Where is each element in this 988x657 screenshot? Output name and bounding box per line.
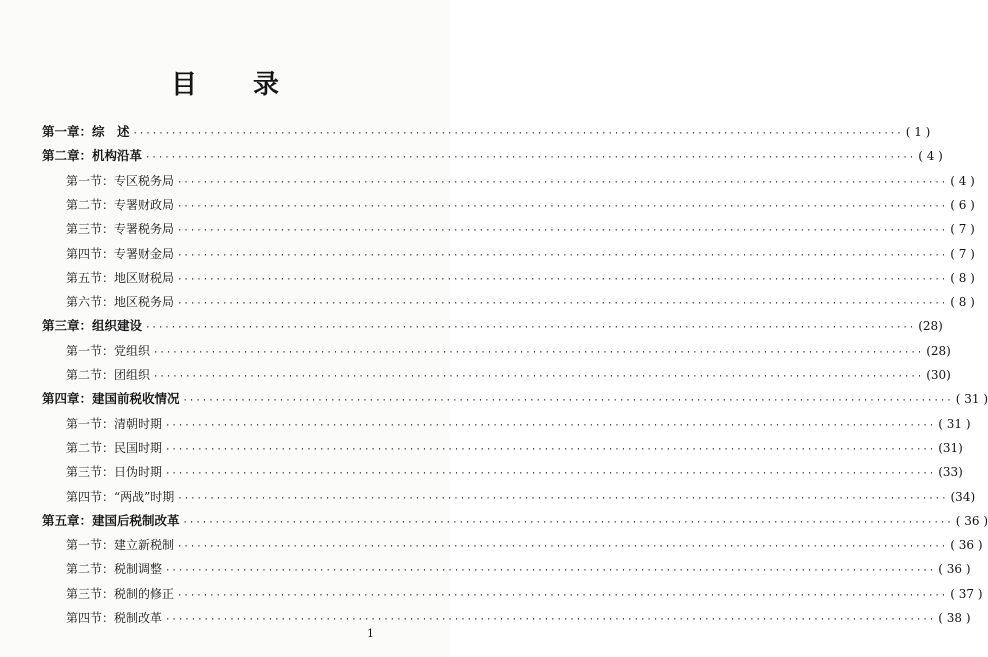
toc-entry-page: ( 1 ) [905,125,931,139]
toc-chapter-entry [42,389,988,409]
toc-section-entry [66,559,971,579]
toc-entry-page: (34) [950,489,976,504]
toc-entry-label: 第三章：组织建设 [42,318,143,334]
toc-entry-label: 第二节：专署财政局 [66,197,175,212]
toc-entry-label: 第四节：“两战”时期 [66,489,175,504]
toc-dot-leader: ························································································································ [177,493,948,504]
page-title-char-2: 录 [253,70,280,100]
toc-section-entry [66,535,983,555]
toc-section-entry [66,195,975,215]
toc-entry-page: ( 8 ) [950,295,975,310]
toc-entry-page: ( 37 ) [950,586,983,601]
toc-dot-leader: ························································································································ [177,250,948,261]
toc-chapter-entry [42,146,943,166]
toc-entry-page: ( 31 ) [938,416,971,431]
toc-entry-label: 第五章：建国后税制改革 [42,512,180,528]
toc-dot-leader: ························································································································ [177,542,948,553]
toc-dot-leader: ························································································································ [177,274,948,285]
toc-dot-leader: ························································································································ [165,420,936,431]
toc-dot-leader: ························································································································ [165,615,936,625]
toc-entry-label: 第二节：团组织 [66,368,151,382]
toc-section-entry [66,487,976,507]
toc-dot-leader: ························································································································ [165,469,936,480]
toc-entry-label: 第一节：建立新税制 [66,538,175,553]
toc-section-entry [66,584,983,604]
toc-section-entry [66,268,975,288]
toc-dot-leader: ························································································································ [182,517,953,528]
toc-dot-leader: ························································································································ [145,153,916,164]
toc-section-entry [66,171,975,191]
toc-dot-leader: ························································································································ [165,566,936,577]
toc-entry-page: ( 31 ) [955,392,988,407]
toc-dot-leader: ························································································································ [177,226,948,237]
toc-entry-page: ( 38 ) [938,611,971,625]
toc-dot-leader: ························································································································ [132,129,903,139]
page-title [0,64,450,104]
toc-entry-page: ( 8 ) [950,270,975,285]
toc-entry-page: ( 7 ) [950,246,975,261]
toc-entry-label: 第二章：机构沿革 [42,148,143,164]
toc-section-entry [66,608,971,628]
toc-entry-label: 第五节：地区财税局 [66,270,175,285]
toc-chapter-entry [42,316,943,336]
toc-entry-label: 第二节：民国时期 [66,440,163,455]
toc-entry-label: 第四节：专署财金局 [66,246,175,261]
toc-dot-leader: ························································································································ [177,590,948,601]
toc-entry-label: 第六节：地区税务局 [66,295,175,310]
toc-entry-label: 第一节：专区税务局 [66,173,175,188]
toc-entry-page: ( 6 ) [950,197,975,212]
toc-entry-page: (30) [926,368,951,382]
toc-dot-leader: ························································································································ [177,201,948,212]
toc-dot-leader: ························································································································ [153,372,924,382]
toc-dot-leader: ························································································································ [177,177,948,188]
toc-entry-page: ( 4 ) [918,149,943,164]
toc-entry-page: ( 36 ) [938,562,971,577]
toc-section-entry [66,438,963,458]
toc-entry-page: (28) [926,343,951,358]
toc-entry-label: 第四章：建国前税收情况 [42,391,180,407]
toc-section-entry [66,341,951,361]
toc-dot-leader: ························································································································ [165,444,936,455]
toc-entry-page: ( 36 ) [955,513,988,528]
toc-section-entry [66,414,971,434]
toc-chapter-entry [42,511,988,531]
toc-entry-label: 第三节：日伪时期 [66,465,163,480]
page-number: 1 [367,627,374,640]
toc-entry-label: 第四节：税制改革 [66,611,163,625]
toc-entry-label: 第一节：清朝时期 [66,416,163,431]
toc-dot-leader: ························································································································ [177,299,948,310]
toc-entry-page: ( 36 ) [950,538,983,553]
toc-section-entry [66,365,951,385]
toc-entry-page: (28) [918,319,943,334]
toc-section-entry [66,244,975,264]
page-title-char-1: 目 [170,70,197,100]
toc-entry-label: 第二节：税制调整 [66,562,163,577]
toc-entry-label: 第一节：党组织 [66,343,151,358]
toc-chapter-entry [42,122,931,142]
toc-section-entry [66,292,975,312]
toc-section-entry [66,462,963,482]
toc-entry-page: (33) [938,465,963,480]
toc-entry-page: ( 4 ) [950,173,975,188]
toc-entry-label: 第一章：综 述 [42,124,130,139]
toc-dot-leader: ························································································································ [182,396,953,407]
toc-entry-page: (31) [938,440,963,455]
toc-entry-label: 第三节：税制的修正 [66,586,175,601]
toc-entry-page: ( 7 ) [950,222,975,237]
toc-dot-leader: ························································································································ [153,347,924,358]
toc-dot-leader: ························································································································ [145,323,916,334]
toc-entry-label: 第三节：专署税务局 [66,222,175,237]
toc-section-entry [66,219,975,239]
